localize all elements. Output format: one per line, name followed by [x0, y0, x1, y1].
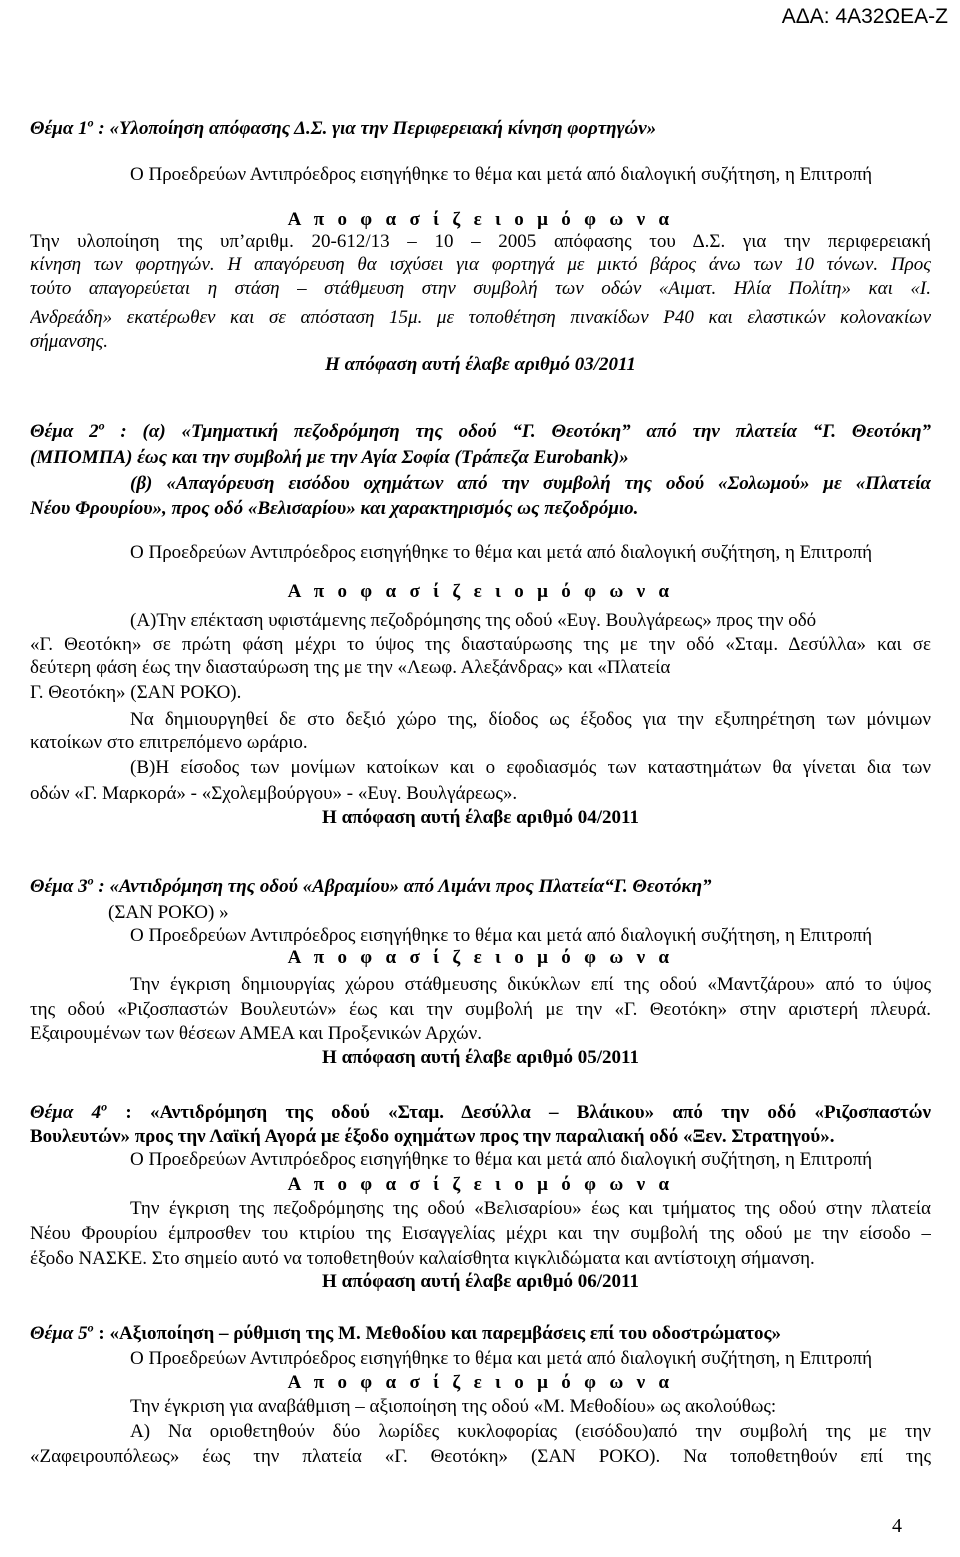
ada-header: ΑΔΑ: 4Α32ΩΕΑ-Ζ [781, 5, 948, 28]
topic-3-title-line: (ΣΑΝ ΡΟΚΟ) » [108, 902, 229, 923]
topic-1-line: κίνηση των φορτηγών. Η απαγόρευση θα ισχύσει για φορτηγά με μικτό βάρος άνω των 10 τόνων. Προς [30, 254, 931, 275]
topic-1-intro: Ο Προεδρεύων Αντιπρόεδρος εισηγήθηκε το θέμα και μετά από διαλογική συζήτηση, η Επιτροπή [130, 164, 873, 185]
topic-5-decides: Α π ο φ α σ ί ζ ε ι ο μ ό φ ω ν α [287, 1372, 674, 1393]
topic-2-title-line: (ΜΠΟΜΠΑ) έως και την συμβολή με την Αγία Σοφία (Τράπεζα Eurobank)» [30, 447, 629, 468]
topic-5-title: Θέμα $5^o$ : «Αξιοποίηση – ρύθμιση της Μ. Μεθοδίου και παρεμβάσεις επί του οδοστρώματος» [30, 1322, 782, 1344]
topic-3-decision: Η απόφαση αυτή έλαβε αριθμό 05/2011 [322, 1047, 639, 1068]
topic-1-line: Ανδρεάδη» εκατέρωθεν και σε απόσταση 15μ. με τοποθέτηση πινακίδων Ρ40 και ελαστικών κολονακίων [30, 307, 931, 328]
topic-2-title-line: (β) «Απαγόρευση εισόδου οχημάτων από την συμβολή της οδού «Σολωμού» με «Πλατεία [130, 473, 931, 494]
topic-3-decides: Α π ο φ α σ ί ζ ε ι ο μ ό φ ω ν α [287, 947, 674, 968]
topic-4-title: Θέμα $4^o$ : «Αντιδρόμηση της οδού «Σταμ. Δεσύλλα – Βλάικου» από την οδό «Ριζοσπαστών [30, 1101, 931, 1123]
topic-5-line: «Ζαφειρουπόλεως» έως την πλατεία «Γ. Θεοτόκη» (ΣΑΝ ΡΟΚΟ). Να τοποθετηθούν επί της [30, 1446, 931, 1467]
topic-4-decides: Α π ο φ α σ ί ζ ε ι ο μ ό φ ω ν α [287, 1174, 674, 1195]
topic-3-line: Εξαιρουμένων των θέσεων ΑΜΕΑ και Προξενικών Αρχών. [30, 1023, 483, 1044]
topic-2-line: δεύτερη φάση έως την διασταύρωση της με την «Λεωφ. Αλεξάνδρας» και «Πλατεία [30, 657, 671, 678]
topic-2-line: οδών «Γ. Μαρκορά» - «Σχολεμβούργου» - «Ευγ. Βουλγάρεως». [30, 783, 518, 804]
topic-1-line: σήμανσης. [30, 331, 108, 352]
topic-1-line: τούτο απαγορεύεται η στάση – στάθμευση στην συμβολή των οδών «Αιματ. Ηλία Πολίτη» και «Ι. [30, 278, 931, 299]
topic-1-decides: Α π ο φ α σ ί ζ ε ι ο μ ό φ ω ν α [287, 209, 674, 230]
topic-1-decision: Η απόφαση αυτή έλαβε αριθμό 03/2011 [325, 354, 636, 375]
topic-5-intro: Ο Προεδρεύων Αντιπρόεδρος εισηγήθηκε το θέμα και μετά από διαλογική συζήτηση, η Επιτροπή [130, 1348, 873, 1369]
topic-5-line: Α) Να οριοθετηθούν δύο λωρίδες κυκλοφορίας (εισόδου)από την συμβολή της με την [130, 1421, 931, 1442]
topic-2-line: Γ. Θεοτόκη» (ΣΑΝ ΡΟΚΟ). [30, 682, 242, 703]
topic-2-title: Θέμα $2^o$ : (α) «Τμηματική πεζοδρόμηση της οδού “Γ. Θεοτόκη” από την πλατεία “Γ. Θεοτόκη” [30, 420, 931, 442]
topic-2-decision: Η απόφαση αυτή έλαβε αριθμό 04/2011 [322, 807, 639, 828]
topic-3-line: Την έγκριση δημιουργίας χώρου στάθμευσης δικύκλων επί της οδού «Μαντζάρου» από το ύψος [130, 974, 931, 995]
topic-4-decision: Η απόφαση αυτή έλαβε αριθμό 06/2011 [322, 1271, 639, 1292]
topic-2-title-line: Νέου Φρουρίου», προς οδό «Βελισαρίου» και χαρακτηρισμός ως πεζοδρόμιο. [30, 498, 639, 519]
topic-3-intro: Ο Προεδρεύων Αντιπρόεδρος εισηγήθηκε το θέμα και μετά από διαλογική συζήτηση, η Επιτροπή [130, 925, 873, 946]
topic-3-title: Θέμα $3^o$ : «Αντιδρόμηση της οδού «Αβραμίου» από Λιμάνι προς Πλατεία“Γ. Θεοτόκη” [30, 875, 712, 897]
topic-4-line: έξοδο ΝΑΣΚΕ. Στο σημείο αυτό να τοποθετηθούν καλαίσθητα κιγκλιδώματα και αντίστοιχη σήμανση. [30, 1248, 815, 1269]
topic-2-decides: Α π ο φ α σ ί ζ ε ι ο μ ό φ ω ν α [287, 581, 674, 602]
topic-4-line: Την έγκριση της πεζοδρόμησης της οδού «Βελισαρίου» έως και τμήματος της οδού στην πλατεία [130, 1198, 931, 1219]
topic-2-line: (Α)Την επέκταση υφιστάμενης πεζοδρόμησης της οδού «Ευγ. Βουλγάρεως» προς την οδό [130, 610, 817, 631]
topic-2-line: Να δημιουργηθεί δε στο δεξιό χώρο της, δίοδος ως έξοδος για την εξυπηρέτηση των μόνιμων [130, 709, 931, 730]
topic-1-title: Θέμα $1^o$ : «Υλοποίηση απόφασης Δ.Σ. για την Περιφερειακή κίνηση φορτηγών» [30, 117, 657, 139]
page-number: 4 [892, 1515, 902, 1537]
topic-4-title-line: Βουλευτών» προς την Λαϊκή Αγορά με έξοδο οχημάτων προς την παραλιακή οδό «Ξεν. Στρατηγού». [30, 1126, 835, 1147]
topic-2-line: «Γ. Θεοτόκη» σε πρώτη φάση μέχρι το ύψος της διασταύρωσης της με την οδό «Σταμ. Δεσύλλα» και σε [30, 634, 931, 655]
topic-2-line: (Β)Η είσοδος των μονίμων κατοίκων και ο εφοδιασμός των καταστημάτων θα γίνεται δια των [130, 757, 931, 778]
topic-5-line: Την έγκριση για αναβάθμιση – αξιοποίηση της οδού «Μ. Μεθοδίου» ως ακολούθως: [130, 1396, 777, 1417]
topic-3-line: της οδού «Ριζοσπαστών Βουλευτών» έως και την συμβολή με την «Γ. Θεοτόκη» στην αριστερή πλευρά. [30, 999, 931, 1020]
topic-2-intro: Ο Προεδρεύων Αντιπρόεδρος εισηγήθηκε το θέμα και μετά από διαλογική συζήτηση, η Επιτροπή [130, 542, 873, 563]
topic-2-line: κατοίκων στο επιτρεπόμενο ωράριο. [30, 732, 308, 753]
topic-4-intro: Ο Προεδρεύων Αντιπρόεδρος εισηγήθηκε το θέμα και μετά από διαλογική συζήτηση, η Επιτροπή [130, 1149, 873, 1170]
topic-4-line: Νέου Φρουρίου έμπροσθεν του κτιρίου της Εισαγγελίας μέχρι και την συμβολή της οδού με την είσοδο – [30, 1223, 931, 1244]
topic-1-line: Την υλοποίηση της υπ’αριθμ. 20-612/13 – 10 – 2005 απόφασης του Δ.Σ. για την περιφερειακή [30, 231, 931, 252]
